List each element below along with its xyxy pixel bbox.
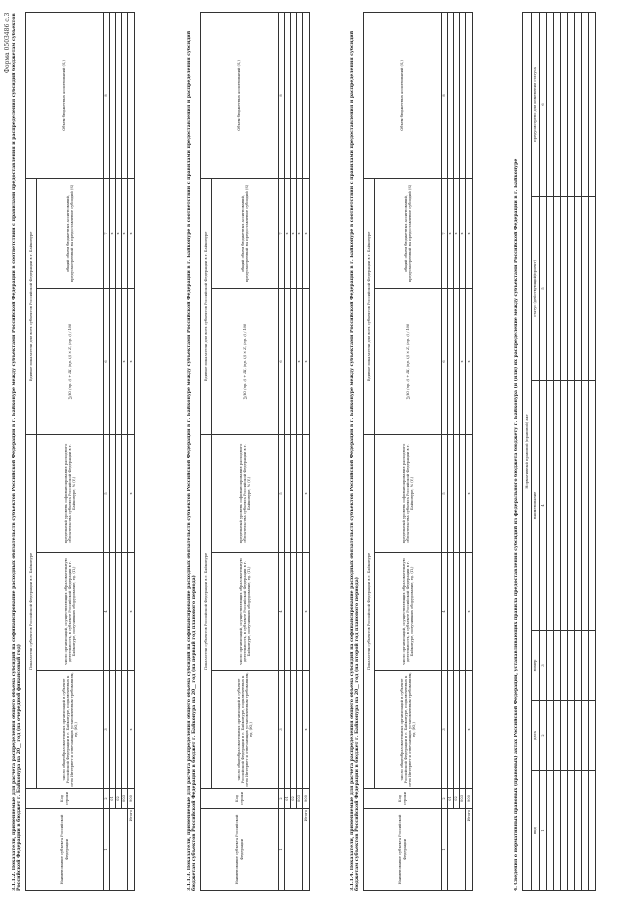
data-cell[interactable] — [582, 381, 589, 631]
col-number: 8 — [104, 12, 110, 178]
total-x: x — [303, 671, 310, 789]
data-cell[interactable] — [589, 701, 596, 771]
data-cell[interactable] — [554, 701, 561, 771]
header-code: Код строки — [26, 789, 104, 809]
data-cell[interactable] — [582, 631, 589, 701]
total-x: x — [128, 288, 135, 434]
total-code: 900 — [128, 789, 135, 809]
data-cell[interactable] — [589, 381, 596, 631]
col-number: 6 — [104, 288, 110, 434]
total-label: Итого — [303, 809, 310, 891]
total-label: Итого — [128, 809, 135, 891]
data-cell[interactable] — [568, 701, 575, 771]
row-code: 01 — [448, 789, 454, 809]
section-title: 4. Сведения о нормативных правовых (правовых) актах Российской Федерации, устанавливающих правила предоставления субсидий из федерального бюджета бюджету г. Байконура (и (или) их распределение между субъектами Российской Федерации в г. Байконуре — [514, 158, 519, 891]
header-total: Объем бюджетных ассигнований (S,) — [201, 12, 279, 178]
total-value[interactable] — [128, 12, 135, 178]
header-group-common: Единые показатели для всех субъектов Российской Федерации в г. Байконуре — [26, 178, 37, 434]
header-group-subjects: Показатели субъектов Российской Федерации в г. Байконуре — [26, 434, 37, 788]
data-cell[interactable] — [568, 381, 575, 631]
row-code: 02 — [454, 789, 460, 809]
data-cell[interactable] — [582, 12, 589, 196]
header-col4: число организаций, осуществляющих образовательную деятельность, в субъекте Российской Федерации в г. Байконуре, получивших оборудование, ед. (П,) — [375, 553, 442, 671]
data-cell[interactable] — [547, 381, 554, 631]
row-code: 003 — [297, 789, 303, 809]
header-group-common: Единые показатели для всех субъектов Российской Федерации в г. Байконуре — [201, 178, 212, 434]
header-name: Наименование субъекта Российской Федерации — [364, 809, 442, 891]
row-code: 02 — [116, 789, 122, 809]
header-col3: число общеобразовательных организаций в субъекте Российской Федерации в г. Байконуре, подключенных к сети Интернет и отвечающих установленным требованиям, ед. (Ю,) — [37, 671, 104, 789]
total-x: x — [303, 178, 310, 288]
col-number: 6 — [540, 12, 547, 196]
data-cell: x — [122, 178, 128, 288]
data-cell: x — [297, 178, 303, 288]
data-cell[interactable] — [589, 631, 596, 701]
indicators-table — [25, 12, 135, 891]
header-col5: предельный уровень софинансирования расходного обязательства субъекта Российской Федерации в г. Байконуре, % (Y,) — [37, 434, 104, 552]
header-col7: общий объем бюджетных ассигнований, предусмотренный на предоставление субсидий (S) — [37, 178, 104, 288]
data-cell[interactable] — [582, 197, 589, 381]
data-cell[interactable] — [547, 701, 554, 771]
data-cell[interactable] — [589, 197, 596, 381]
data-cell[interactable] — [589, 12, 596, 196]
data-cell[interactable] — [575, 12, 582, 196]
col-number: 5 — [540, 197, 547, 381]
header-group-subjects: Показатели субъектов Российской Федерации в г. Байконуре — [364, 434, 375, 788]
data-cell[interactable] — [561, 631, 568, 701]
section-4-legal-acts — [514, 13, 596, 891]
col-number: 8 — [279, 12, 285, 178]
data-cell[interactable] — [554, 631, 561, 701]
col-number: 4 — [279, 553, 285, 671]
total-x: x — [128, 434, 135, 552]
header-kind: вид — [532, 771, 540, 891]
total-x: x — [128, 671, 135, 789]
data-cell[interactable] — [575, 631, 582, 701]
data-cell[interactable] — [582, 771, 589, 891]
col-number: 1 — [279, 809, 285, 891]
section-3-1-1-3 — [187, 13, 310, 891]
data-cell[interactable] — [547, 631, 554, 701]
subject-name-cell[interactable] — [285, 809, 303, 891]
row-code: 02 — [291, 789, 297, 809]
data-cell[interactable] — [582, 701, 589, 771]
col-number: 7 — [104, 178, 110, 288]
col-number: 6 — [279, 288, 285, 434]
total-x: x — [466, 553, 473, 671]
data-cell[interactable] — [554, 12, 561, 196]
indicators-table — [200, 12, 310, 891]
header-number: номер — [532, 631, 540, 701]
header-total: Объем бюджетных ассигнований (S,) — [26, 12, 104, 178]
section-title: 3.1.1.4. Показатели, применяемые для расчета распределения общего объема субсидий на софинансирование расходных обязательств субъектов Российской Федерации в г. Байконуре между субъектами Российской Федерации в г. Байконуре в соответствии с правилами предоставления и распределения субсидий бюджетам субъектов Российской Федерации в бюджет г. Байконура на 20__ год (на второй год планового периода) — [350, 30, 361, 891]
col-number: 1 — [540, 771, 547, 891]
data-cell: x — [122, 288, 128, 434]
header-col6-formula: ∑(Ю (пр. i) + Ш, (пр. i)) × Z, (пр. i) / 100 — [212, 288, 279, 434]
total-code: 900 — [303, 789, 310, 809]
data-cell[interactable] — [547, 12, 554, 196]
header-col3: число общеобразовательных организаций в субъекте Российской Федерации в г. Байконуре, подключенных к сети Интернет и отвечающих установленным требованиям, ед. (Ю,) — [375, 671, 442, 789]
data-cell: x — [448, 178, 454, 288]
data-cell: x — [460, 288, 466, 434]
col-number: 5 — [104, 434, 110, 552]
data-cell[interactable] — [561, 381, 568, 631]
total-code: 900 — [466, 789, 473, 809]
data-cell[interactable] — [575, 197, 582, 381]
data-cell[interactable] — [568, 12, 575, 196]
section-3-1-1-2 — [12, 13, 135, 891]
col-number: 3 — [442, 671, 448, 789]
row-code: 003 — [122, 789, 128, 809]
col-number: 1 — [442, 809, 448, 891]
header-col5: предельный уровень софинансирования расходного обязательства субъекта Российской Федерации в г. Байконуре, % (Y,) — [375, 434, 442, 552]
header-code: Код строки — [364, 789, 442, 809]
col-number: 1 — [104, 809, 110, 891]
data-cell[interactable] — [561, 197, 568, 381]
header-total: Объем бюджетных ассигнований (S,) — [364, 12, 442, 178]
col-number: 5 — [279, 434, 285, 552]
col-number: 6 — [442, 288, 448, 434]
row-code: 01 — [110, 789, 116, 809]
data-cell[interactable] — [554, 771, 561, 891]
data-cell[interactable] — [575, 771, 582, 891]
indicators-table — [363, 12, 473, 891]
data-cell[interactable] — [575, 381, 582, 631]
form-code: Форма 0503486 с.3 — [4, 12, 11, 73]
header-col5: предельный уровень софинансирования расходного обязательства субъекта Российской Федерации в г. Байконуре, % (Y,) — [212, 434, 279, 552]
section-3-1-1-4 — [350, 13, 473, 891]
col-number: 4 — [104, 553, 110, 671]
header-status: статус (действующий/проект) — [532, 197, 540, 381]
section-title: 3.1.1.3. Показатели, применяемые для расчета распределения общего объема субсидий на софинансирование расходных обязательств субъектов Российской Федерации в г. Байконуре между субъектами Российской Федерации в г. Байконуре в соответствии с правилами предоставления и распределения субсидий бюджетам субъектов Российской Федерации в бюджет г. Байконура на 20__ год (на первый год планового периода) — [187, 30, 198, 891]
total-x: x — [303, 288, 310, 434]
legal-acts-table — [522, 12, 596, 891]
row-code: 003 — [460, 789, 466, 809]
data-cell[interactable] — [575, 701, 582, 771]
data-cell[interactable] — [561, 771, 568, 891]
col-number: 3 — [104, 671, 110, 789]
col-number: 4 — [540, 381, 547, 631]
header-status-change: предусмотрено для изменения статуса — [532, 12, 540, 196]
total-label: Итого — [466, 809, 473, 891]
header-col7: общий объем бюджетных ассигнований, предусмотренный на предоставление субсидий (S) — [212, 178, 279, 288]
header-col6-formula: ∑(Ю (пр. i) + Ш, (пр. i)) × Z, (пр. i) / 100 — [37, 288, 104, 434]
total-x: x — [128, 553, 135, 671]
header-date: дата — [532, 701, 540, 771]
data-cell: x — [291, 178, 297, 288]
subject-name-cell[interactable] — [110, 809, 128, 891]
total-x: x — [128, 178, 135, 288]
section-title: 3.1.1.2. Показатели, применяемые для расчета распределения общего объема субсидий на софинансирование расходных обязательств субъектов Российской Федерации в г. Байконуре между субъектами Российской Федерации в соответствии с правилами предоставления и распределения субсидий бюджетам субъектов Российской Федерации в бюджет г. Байконура на 20__ год (на очередной финансовый год) — [12, 13, 23, 891]
header-group-common: Единые показатели для всех субъектов Российской Федерации в г. Байконуре — [364, 178, 375, 434]
col-number: 5 — [442, 434, 448, 552]
subject-name-cell[interactable] — [448, 809, 466, 891]
data-cell: x — [297, 288, 303, 434]
data-cell[interactable] — [561, 12, 568, 196]
col-number: 8 — [442, 12, 448, 178]
header-col7: общий объем бюджетных ассигнований, предусмотренный на предоставление субсидий (S) — [375, 178, 442, 288]
header-col3: число общеобразовательных организаций в субъекте Российской Федерации в г. Байконуре, подключенных к сети Интернет и отвечающих установленным требованиям, ед. (Ю,) — [212, 671, 279, 789]
col-number: 2 — [104, 789, 110, 809]
col-number: 2 — [442, 789, 448, 809]
data-cell: x — [285, 178, 291, 288]
data-cell[interactable] — [568, 631, 575, 701]
col-number: 7 — [279, 178, 285, 288]
col-number: 4 — [442, 553, 448, 671]
data-cell[interactable] — [554, 381, 561, 631]
header-legal-act: Нормативный правовой (правовой) акт — [523, 12, 532, 890]
total-value[interactable] — [466, 12, 473, 178]
header-name: Наименование субъекта Российской Федерации — [26, 809, 104, 891]
col-number: 7 — [442, 178, 448, 288]
header-col4: число организаций, осуществляющих образовательную деятельность, в субъекте Российской Федерации в г. Байконуре, получивших оборудование, ед. (П,) — [212, 553, 279, 671]
total-x: x — [466, 671, 473, 789]
data-cell: x — [116, 178, 122, 288]
col-number: 3 — [279, 671, 285, 789]
data-cell[interactable] — [561, 701, 568, 771]
col-number: 2 — [279, 789, 285, 809]
col-number: 2 — [540, 701, 547, 771]
data-cell: x — [110, 178, 116, 288]
header-col6-formula: ∑(Ю (пр. i) + Ш, (пр. i)) × Z, (пр. i) / 100 — [375, 288, 442, 434]
data-cell[interactable] — [547, 197, 554, 381]
data-cell[interactable] — [589, 771, 596, 891]
data-cell[interactable] — [568, 197, 575, 381]
data-cell[interactable] — [554, 197, 561, 381]
header-col4: число организаций, осуществляющих образовательную деятельность, в субъекте Российской Федерации в г. Байконуре, получивших оборудование, ед. (П,) — [37, 553, 104, 671]
total-x: x — [466, 288, 473, 434]
total-x: x — [466, 434, 473, 552]
total-value[interactable] — [303, 12, 310, 178]
data-cell: x — [460, 178, 466, 288]
total-x: x — [466, 178, 473, 288]
header-group-subjects: Показатели субъектов Российской Федерации в г. Байконуре — [201, 434, 212, 788]
header-title: наименование — [532, 381, 540, 631]
data-cell: x — [454, 178, 460, 288]
col-number: 3 — [540, 631, 547, 701]
total-x: x — [303, 434, 310, 552]
header-name: Наименование субъекта Российской Федерации — [201, 809, 279, 891]
row-code: 01 — [285, 789, 291, 809]
data-cell[interactable] — [568, 771, 575, 891]
total-x: x — [303, 553, 310, 671]
header-code: Код строки — [201, 789, 279, 809]
data-cell[interactable] — [547, 771, 554, 891]
